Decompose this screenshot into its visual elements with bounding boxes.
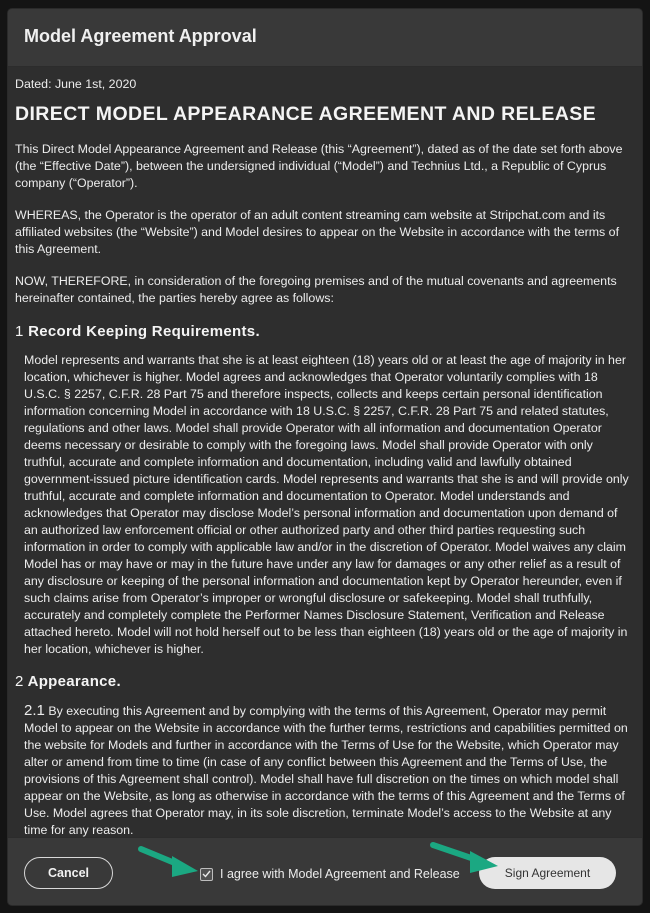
agreement-document bbox=[15, 76, 630, 837]
section-2-title: Appearance. bbox=[27, 673, 121, 690]
modal-header bbox=[8, 9, 642, 67]
section-2-heading bbox=[15, 672, 630, 692]
now-therefore-paragraph: NOW, THEREFORE, in consideration of the foregoing premises and of the mutual covenants and agreements hereinafter contained, the parties hereby agree as follows: bbox=[15, 274, 617, 305]
agree-label[interactable]: I agree with Model Agreement and Release bbox=[220, 867, 460, 881]
section-1-heading bbox=[15, 322, 630, 342]
section-2-1-body: By executing this Agreement and by complying with the terms of this Agreement, Operator may permit Model to appear on the Website in accordance with the further terms, restrictions and capabilities permitted on the website for Models and further in accordance with the Terms of Use for the Website, which Operator may alter or amend from time to time (in case of any conflict between this Agreement and the Terms of Use, the provisions of this Agreement shall control). Model shall have full discretion on the times on which model shall appear on the Website, as long as otherwise in accordance with the terms of this Agreement and the Terms of Use. Model agrees that Operator may, in its sole discretion, terminate Model’s access to the Website at any time for any reason. bbox=[24, 704, 628, 837]
section-2-1-paragraph bbox=[24, 702, 630, 837]
agreement-scroll-area[interactable] bbox=[8, 67, 642, 837]
whereas-paragraph: WHEREAS, the Operator is the operator of an adult content streaming cam website at Stripchat.com and its affiliated websites (the “Website”) and Model desires to appear on the Website in accordance with the terms of this Agreement. bbox=[15, 208, 620, 256]
arrow-icon bbox=[428, 836, 504, 876]
section-1-body: Model represents and warrants that she is at least eighteen (18) years old or at least the age of majority in her location, whichever is higher. Model agrees and acknowledges that Operator voluntarily complies with 18 U.S.C. § 2257, C.F.R. 28 Part 75 and therefore inspects, collects and keeps certain personal identification information concerning Model in accordance with 18 U.S.C. § 2257, C.F.R. 28 Part 75 and related statutes, regulations and other laws. Model shall provide Operator with all information and documentation Operator deems necessary or desirable to comply with the foregoing laws. Model shall provide Operator with only truthful, accurate and complete information and documentation, including valid and lawfully obtained government-issued picture identification cards. Model represents and warrants that she is and will provide only truthful, accurate and complete information and documentation to Operator. Model understands and acknowledges that Operator may disclose Model’s personal information and documentation upon demand of an authorized law enforcement official or other authorized party and other third parties requesting such information in order to comply with applicable law and/or in the discretion of Operator. Model waives any claim Model has or may have or may in the future have under any law for damages or any other relief as a result of any disclosure or keeping of the personal information and documentation kept by Operator hereunder, even if such claims arise from Operator’s improper or wrongful disclosure or safekeeping. Model shall truthfully, accurately and completely complete the Performer Names Disclosure Statement, Verification and Release attached hereto. Model will not hold herself out to be less than eighteen (18) years old or the age of majority in her location, whichever is higher. bbox=[24, 353, 629, 656]
agreement-title: DIRECT MODEL APPEARANCE AGREEMENT AND RELEASE bbox=[15, 103, 597, 125]
modal-title: Model Agreement Approval bbox=[24, 26, 257, 46]
modal-footer bbox=[8, 837, 642, 905]
section-1-title: Record Keeping Requirements. bbox=[28, 323, 260, 340]
sign-agreement-button[interactable]: Sign Agreement bbox=[479, 857, 616, 889]
agree-checkbox-row[interactable] bbox=[200, 865, 460, 883]
section-1-number: 1 bbox=[15, 323, 24, 340]
agreement-date: Dated: June 1st, 2020 bbox=[15, 77, 137, 91]
section-2-1-number: 2.1 bbox=[24, 702, 45, 719]
cancel-button[interactable]: Cancel bbox=[24, 857, 113, 889]
agreement-modal bbox=[8, 9, 642, 905]
arrow-icon bbox=[136, 840, 206, 880]
section-2-number: 2 bbox=[15, 673, 24, 690]
intro-paragraph: This Direct Model Appearance Agreement and Release (this “Agreement”), dated as of the date set forth above (the “Effective Date”), between the undersigned individual (“Model”) and Technius Ltd., a Republic of Cyprus company (“Operator”). bbox=[15, 142, 623, 190]
